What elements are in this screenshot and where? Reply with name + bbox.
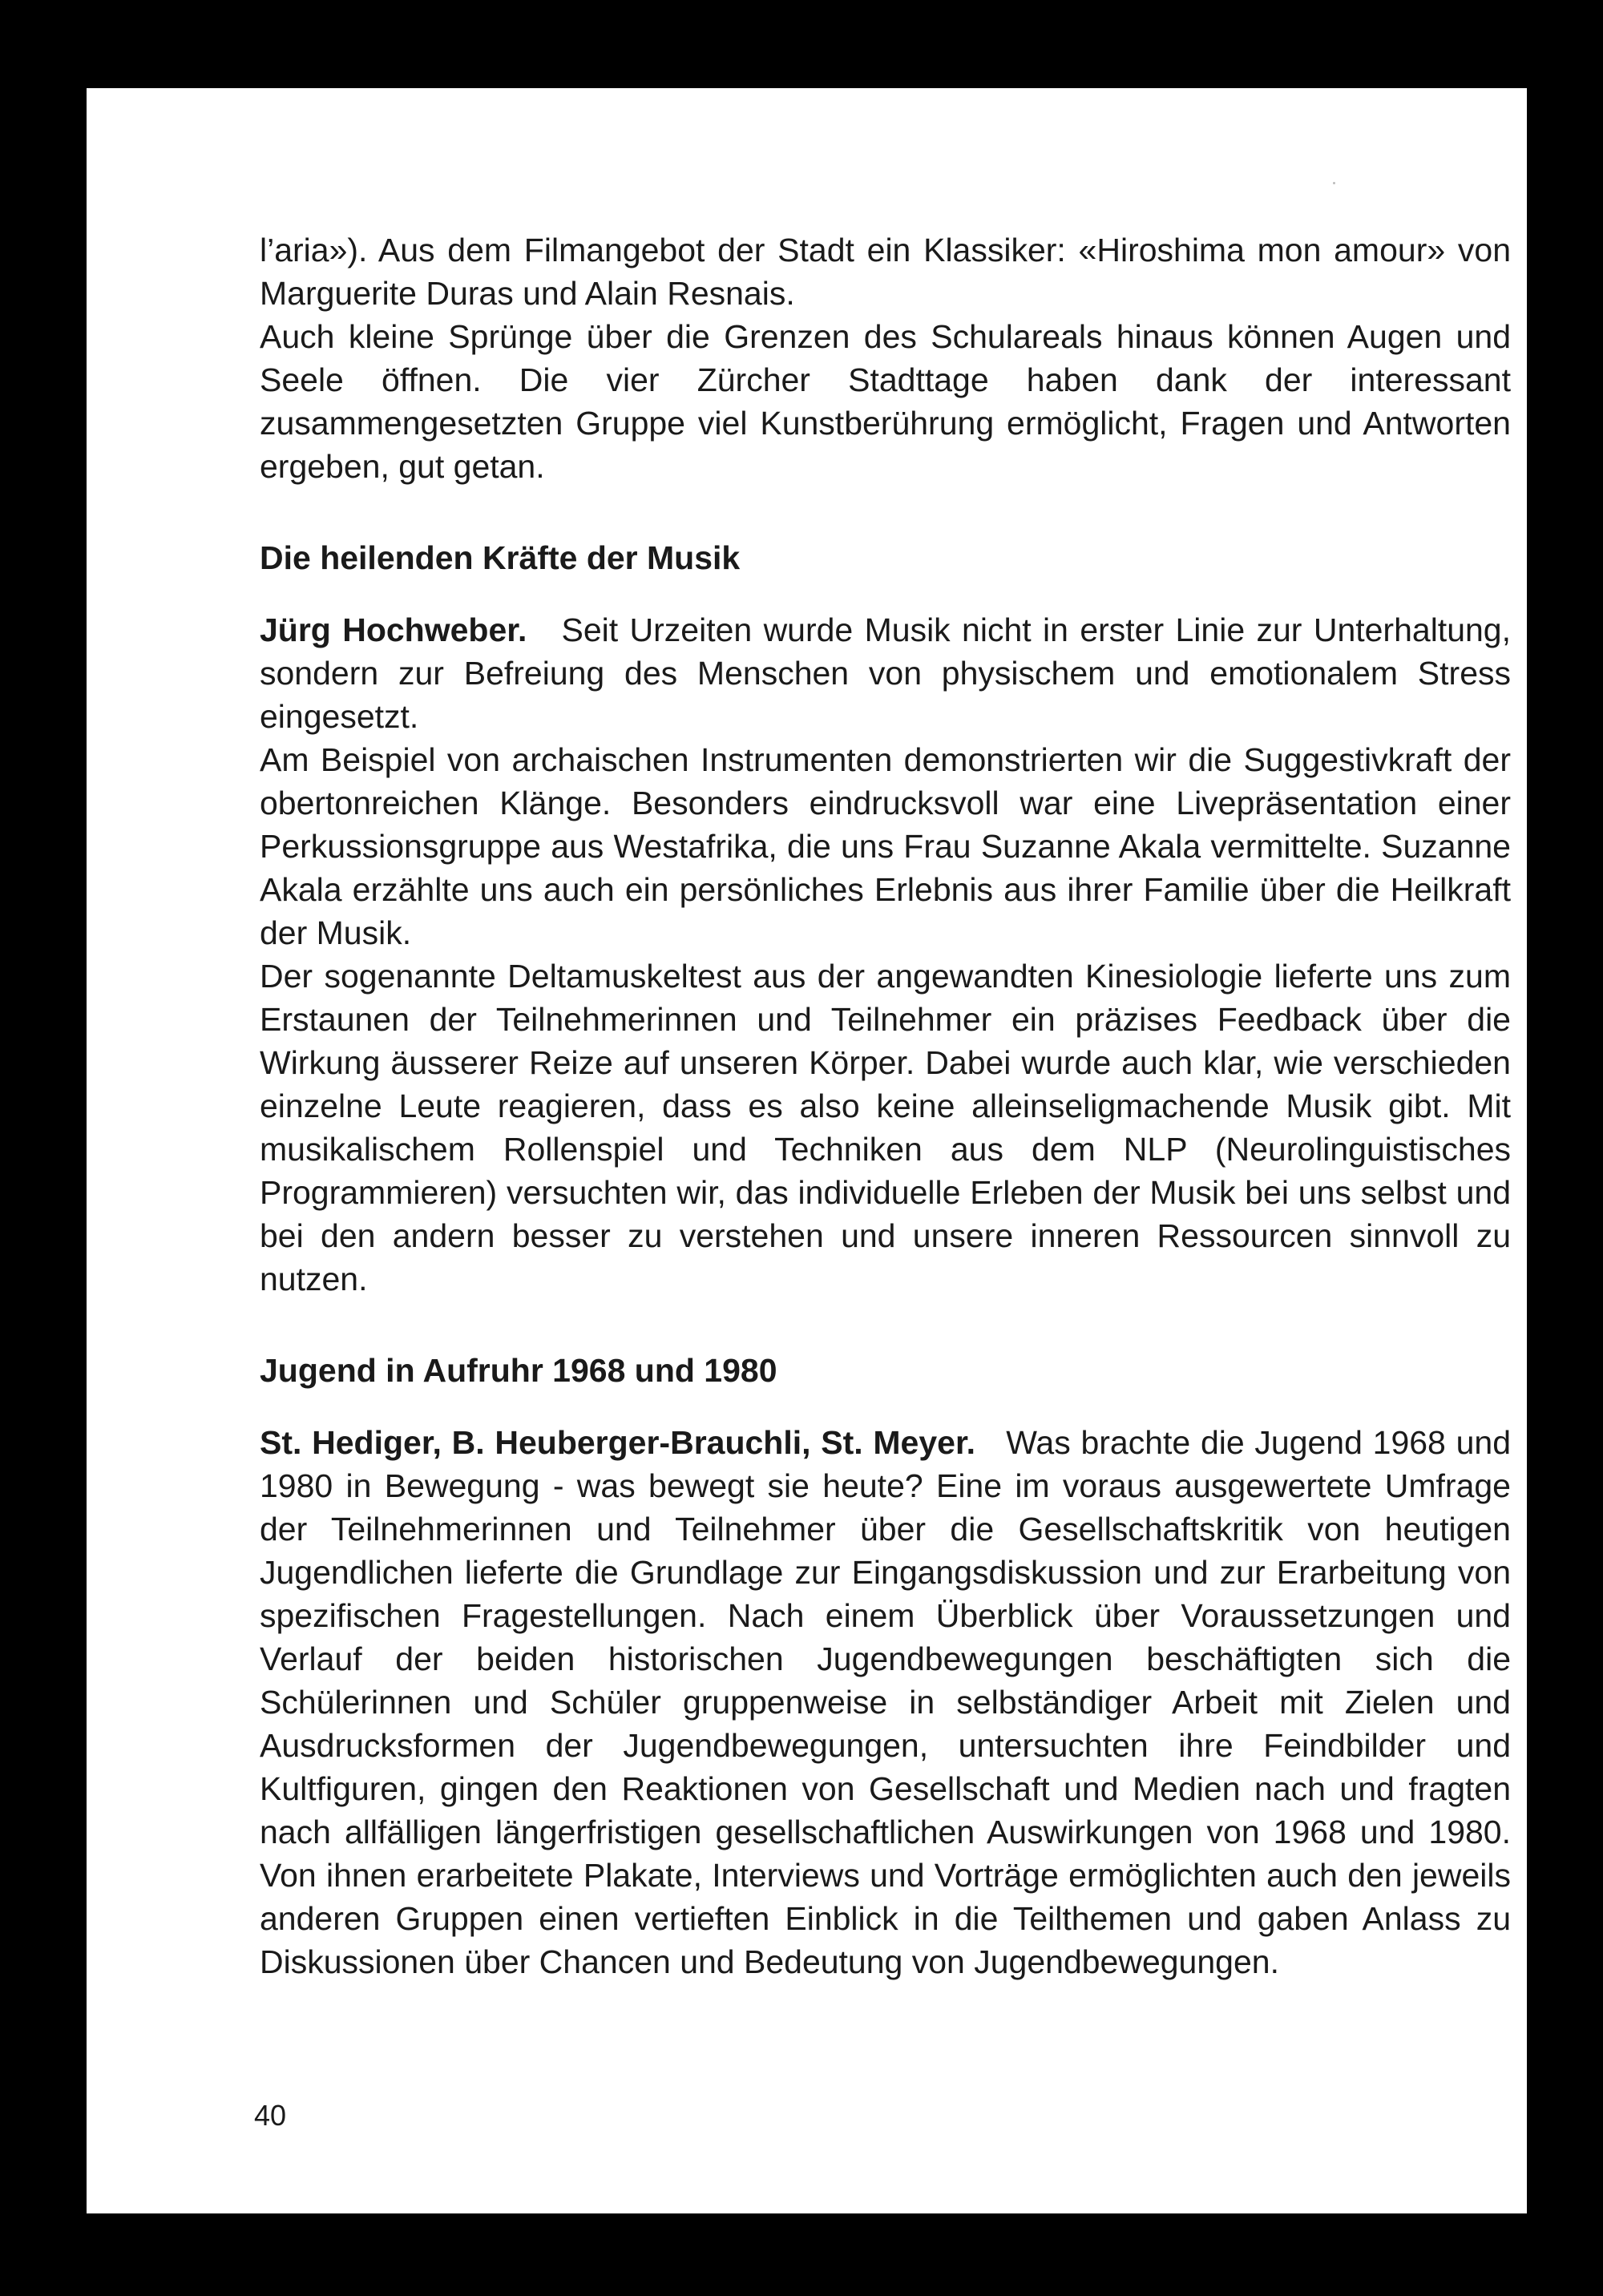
music-paragraph-1-text: Seit Urzeiten wurde Musik nicht in erster Linie zur Unterhaltung, sondern zur Befreiung des Menschen von physischem und emotionalem Stress eingesetzt. xyxy=(260,611,1511,735)
document-page xyxy=(87,88,1527,2213)
scan-speck xyxy=(1333,182,1335,184)
music-paragraph-2: Am Beispiel von archaischen Instrumenten demonstrierten wir die Suggestivkraft der obertonreichen Klänge. Besonders eindrucksvoll war eine Livepräsentation einer Perkussionsgruppe aus Westafrika, die uns Frau Suzanne Akala vermittelte. Suzanne Akala erzählte uns auch ein persönliches Erlebnis aus ihrer Familie über die Heilkraft der Musik. xyxy=(260,741,1511,951)
music-paragraph-1 xyxy=(260,608,1511,738)
youth-paragraph-1-text: Was brachte die Jugend 1968 und 1980 in Bewegung - was bewegt sie heute? Eine im voraus ausgewertete Umfrage der Teilnehmerinnen und Teilnehmer über die Gesellschaftskritik von heutigen Jugendlichen lieferte die Grundlage zur Eingangsdiskussion und zur Erarbeitung von spezifischen Fragestellungen. Nach einem Überblick über Voraussetzungen und Verlauf der beiden historischen Jugendbewegungen beschäftigten sich die Schülerinnen und Schüler gruppenweise in selbständiger Arbeit mit Zielen und Ausdrucksformen der Jugendbewegungen, untersuchten ihre Feindbilder und Kultfiguren, gingen den Reaktionen von Gesellschaft und Medien nach und fragten nach allfälligen längerfristigen gesellschaftlichen Auswirkungen von 1968 und 1980. Von ihnen erarbeitete Plakate, Interviews und Vorträge ermöglichten auch den jeweils anderen Gruppen einen vertieften Einblick in die Teilthemen und gaben Anlass zu Diskussionen über Chancen und Bedeutung von Jugendbewegungen. xyxy=(260,1424,1511,1980)
intro-paragraph-1: l’aria»). Aus dem Filmangebot der Stadt ein Klassiker: «Hiroshima mon amour» von Marguerite Duras und Alain Resnais. xyxy=(260,232,1511,312)
author-byline: Jürg Hochweber. xyxy=(260,611,527,648)
authors-byline: St. Hediger, B. Heuberger-Brauchli, St. Meyer. xyxy=(260,1424,976,1461)
text-column xyxy=(260,228,1511,1983)
youth-paragraph-1 xyxy=(260,1421,1511,1983)
section-heading-youth: Jugend in Aufruhr 1968 und 1980 xyxy=(260,1352,777,1389)
music-paragraph-3: Der sogenannte Deltamuskeltest aus der angewandten Kinesiologie lieferte uns zum Erstaunen der Teilnehmerinnen und Teilnehmer ein präzises Feedback über die Wirkung äusserer Reize auf unseren Körper. Dabei wurde auch klar, wie verschieden einzelne Leute reagieren, dass es also keine alleinseligmachende Musik gibt. Mit musikalischem Rollenspiel und Techniken aus dem NLP (Neurolinguistisches Programmieren) versuchten wir, das individuelle Erleben der Musik bei uns selbst und bei den andern besser zu verstehen und unsere inneren Ressourcen sinnvoll zu nutzen. xyxy=(260,958,1511,1297)
page-number: 40 xyxy=(254,2099,287,2132)
intro-paragraph-2: Auch kleine Sprünge über die Grenzen des Schulareals hinaus können Augen und Seele öffnen. Die vier Zürcher Stadttage haben dank der interessant zusammengesetzten Gruppe viel Kunstberührung ermöglicht, Fragen und Antworten ergeben, gut getan. xyxy=(260,318,1511,485)
section-heading-music: Die heilenden Kräfte der Musik xyxy=(260,539,741,576)
